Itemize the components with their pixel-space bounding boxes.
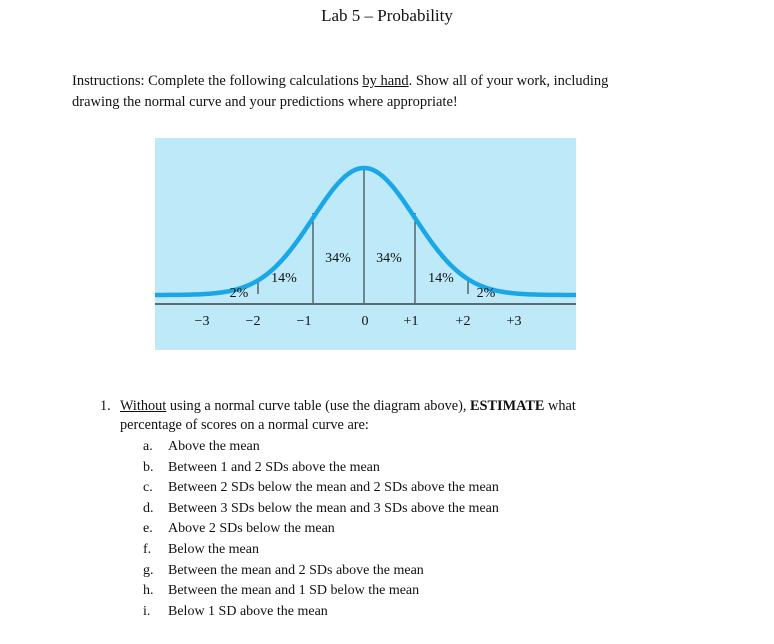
region-label-left-34: 34% <box>325 251 351 266</box>
instructions-line-1 <box>72 71 712 92</box>
question-underlined: Without <box>120 398 167 414</box>
list-item <box>143 437 663 458</box>
instructions-underlined: by hand <box>362 73 409 89</box>
list-item <box>143 478 663 499</box>
normal-curve-svg <box>155 138 576 350</box>
page-title: Lab 5 – Probability <box>321 6 453 25</box>
question-number: 1. <box>100 398 111 414</box>
list-item-text: Between the mean and 2 SDs above the mean <box>168 562 424 578</box>
tick-label-plus-3: +3 <box>506 314 522 329</box>
list-item-text: Between the mean and 1 SD below the mean <box>168 583 420 599</box>
question-line-1 <box>120 397 660 416</box>
instructions-rest: . Show all of your work, including <box>408 73 609 89</box>
list-item <box>143 458 663 479</box>
question-1 <box>100 397 660 435</box>
region-label-right-tail: 2% <box>476 286 496 301</box>
region-label-left-14: 14% <box>271 271 297 286</box>
question-text-a: using a normal curve table (use the diagram above), <box>166 398 470 414</box>
list-item <box>143 499 663 520</box>
list-item-text: Below the mean <box>168 541 259 557</box>
list-item <box>143 561 663 582</box>
list-item-letter: g. <box>143 562 154 578</box>
region-label-right-34: 34% <box>376 251 402 266</box>
question-body <box>120 397 660 435</box>
list-item-text: Between 3 SDs below the mean and 3 SDs above the mean <box>168 500 499 516</box>
list-item-letter: b. <box>143 459 154 475</box>
list-item-text: Below 1 SD above the mean <box>168 603 328 619</box>
list-item <box>143 581 663 602</box>
tick-label-minus-3: −3 <box>194 314 210 329</box>
tick-label-mean: 0 <box>361 314 369 329</box>
list-item-letter: c. <box>143 480 153 496</box>
list-item-letter: a. <box>143 439 153 454</box>
list-item <box>143 519 663 540</box>
list-item-letter: h. <box>143 583 154 599</box>
list-item-text: Between 1 and 2 SDs above the mean <box>168 459 380 475</box>
question-bold: ESTIMATE <box>470 398 545 414</box>
instructions-prefix: Instructions: Complete the following calculations <box>72 73 363 89</box>
tick-label-minus-2: −2 <box>245 314 261 329</box>
list-item-letter: d. <box>143 500 154 516</box>
instructions <box>72 71 712 113</box>
region-label-right-14: 14% <box>428 271 454 286</box>
list-item-text: Above the mean <box>168 439 260 454</box>
list-item <box>143 602 663 623</box>
region-label-left-tail: 2% <box>229 286 249 301</box>
list-item-letter: f. <box>143 541 152 557</box>
tick-label-minus-1: −1 <box>296 314 312 329</box>
normal-curve-figure <box>155 138 576 350</box>
list-item-text: Between 2 SDs below the mean and 2 SDs above the mean <box>168 480 499 496</box>
tick-label-plus-2: +2 <box>455 314 471 329</box>
tick-label-plus-1: +1 <box>403 314 419 329</box>
question-line-2: percentage of scores on a normal curve are: <box>120 417 369 433</box>
question-text-b: what <box>544 398 576 414</box>
instructions-line-2: drawing the normal curve and your predictions where appropriate! <box>72 94 458 110</box>
list-item-letter: i. <box>143 603 151 619</box>
list-item-text: Above 2 SDs below the mean <box>168 521 335 537</box>
list-item <box>143 540 663 561</box>
list-item-letter: e. <box>143 521 153 537</box>
answer-list <box>143 437 663 622</box>
